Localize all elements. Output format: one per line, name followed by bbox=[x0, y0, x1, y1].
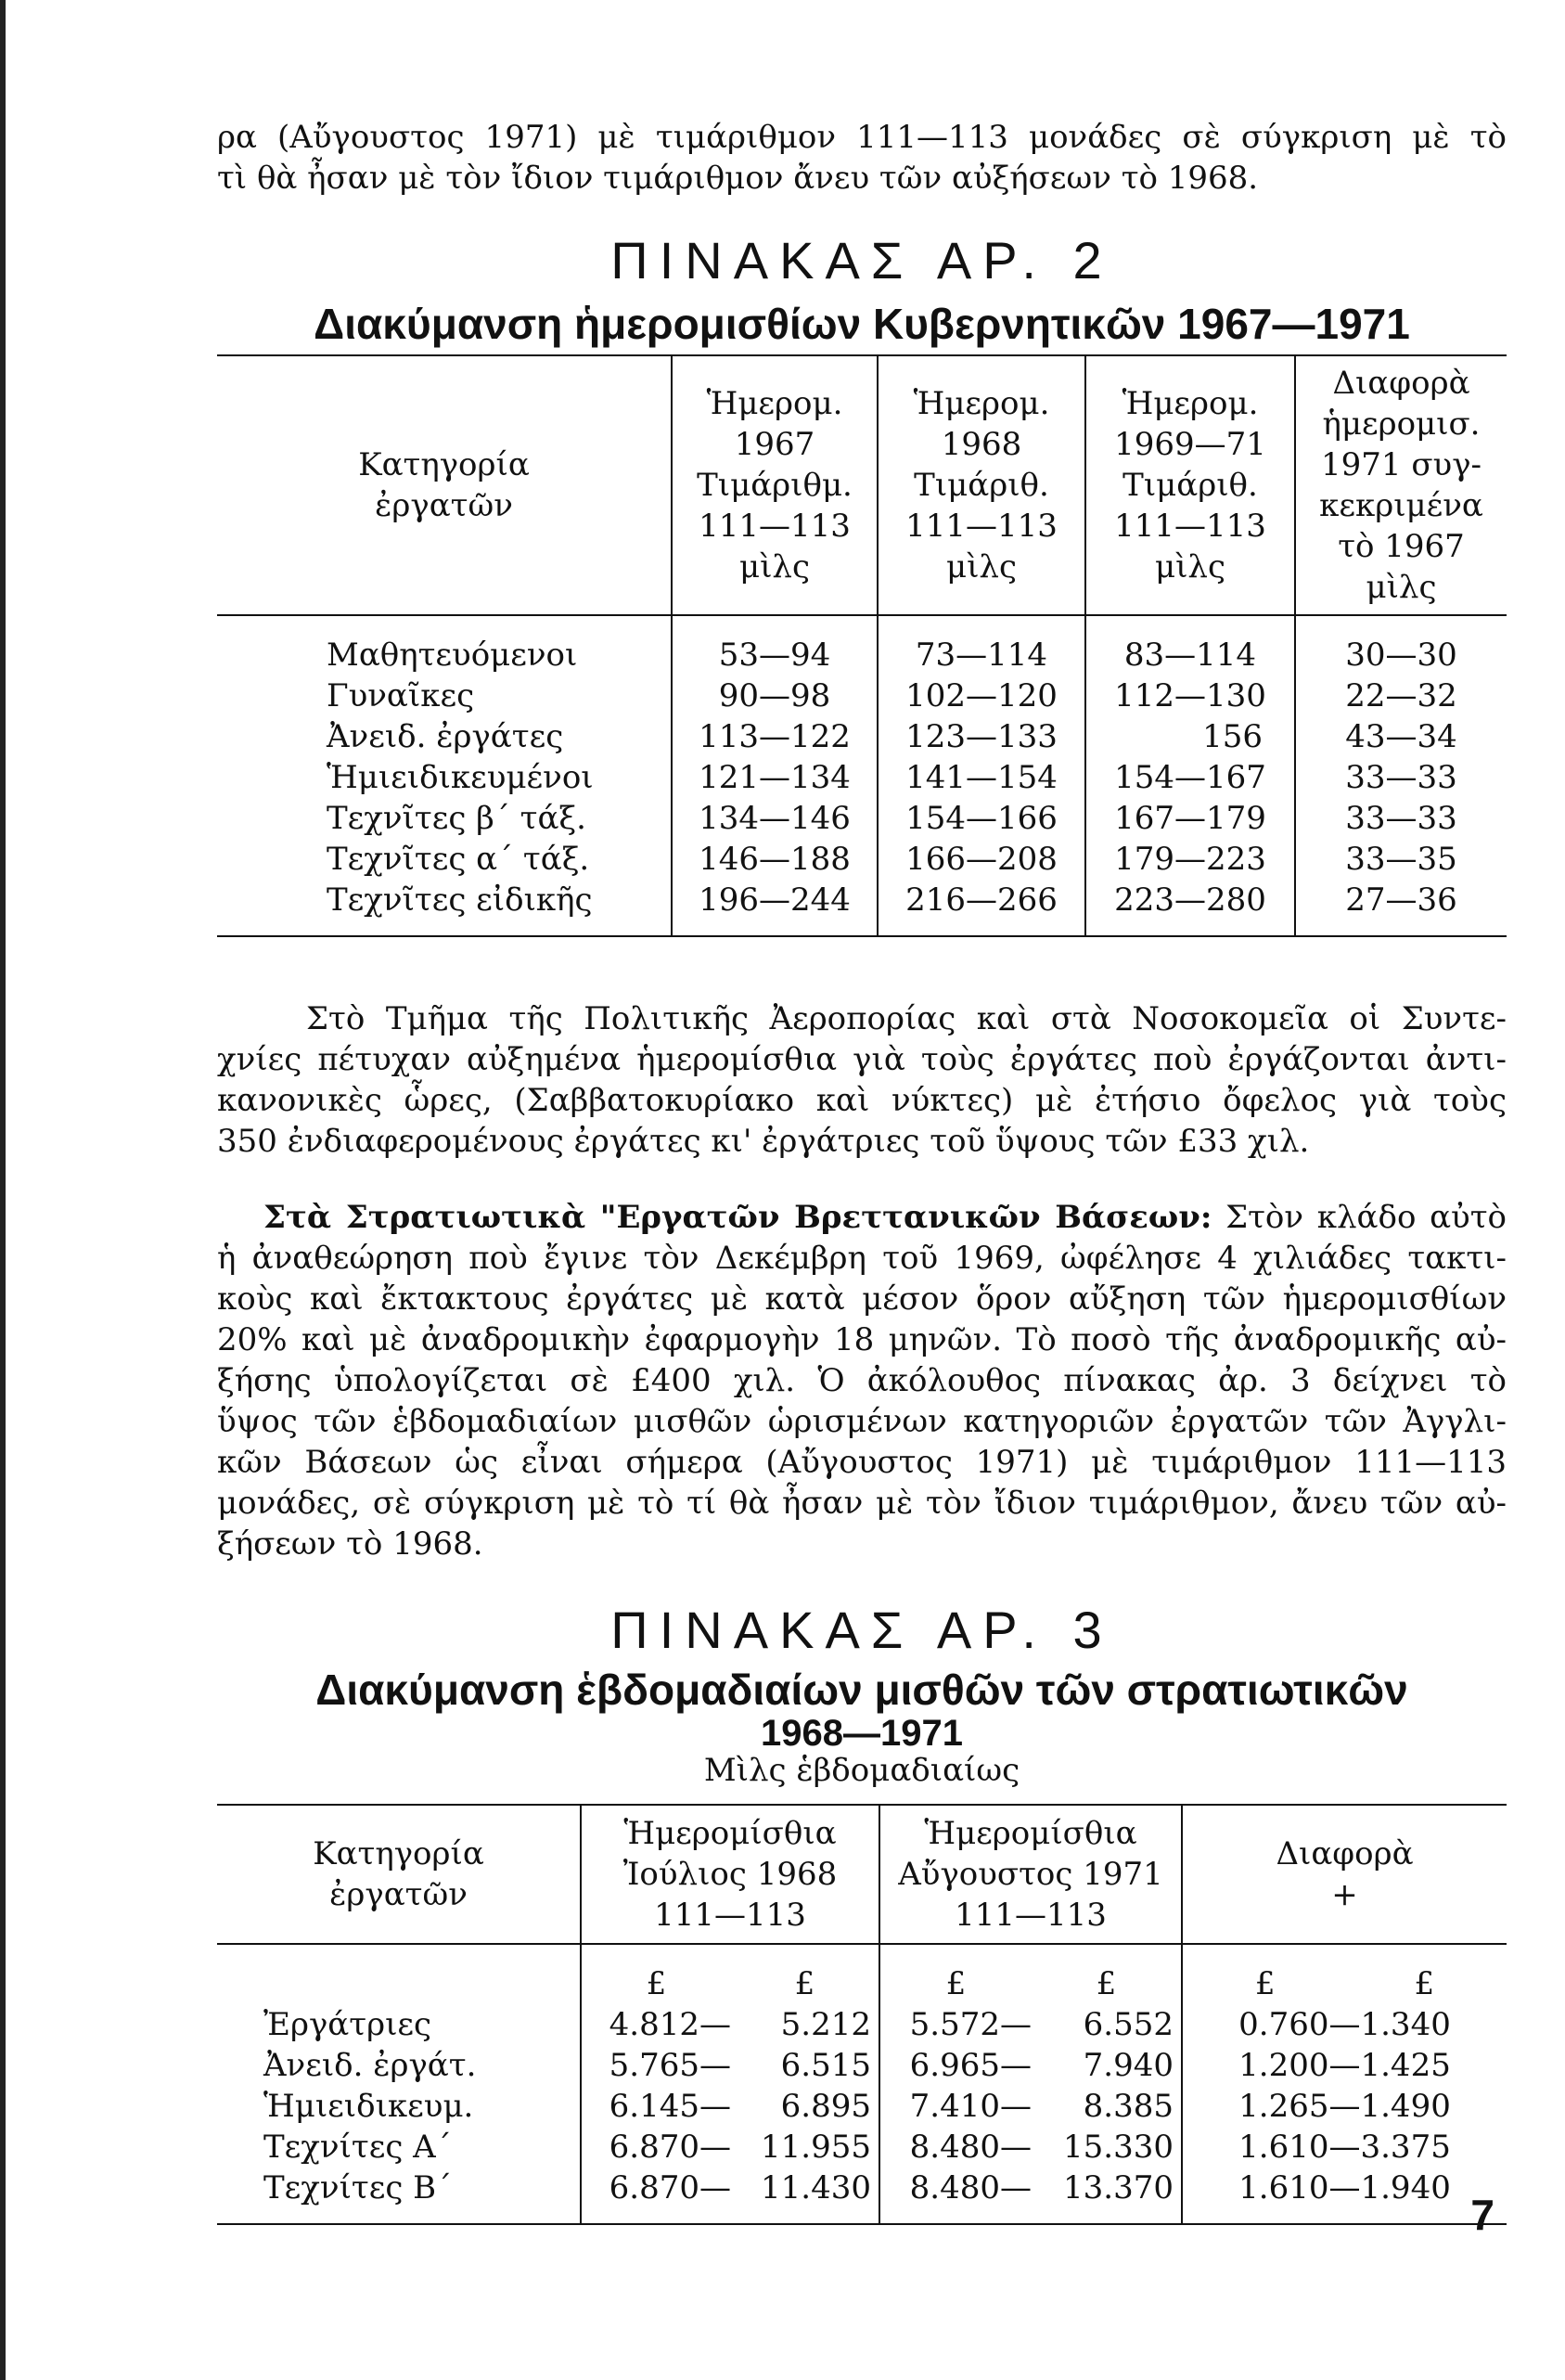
table-row bbox=[217, 798, 1507, 839]
paragraph-line: κοὺς καὶ ἔκτακτους ἐργάτες μὲ κατὰ μέσον ὅρον αὔξηση τῶν ἡμερομισθίων bbox=[217, 1280, 1507, 1318]
table3-label: ΠΙΝΑΚΑΣ ΑΡ. 3 bbox=[610, 1601, 1113, 1659]
table2 bbox=[217, 354, 1507, 937]
value-cell: 11.955 bbox=[731, 2127, 879, 2168]
table3-header-difference: Διαφορὰ + bbox=[1182, 1805, 1507, 1944]
value-cell: 134—146 bbox=[672, 798, 878, 839]
bold-lead: Στὰ Στρατιωτικὰ "Εργατῶν Βρεττανικῶν Βάσεων: bbox=[263, 1199, 1212, 1236]
table-row bbox=[217, 2045, 1507, 2086]
category-cell: Τεχνίτες Β΄ bbox=[217, 2168, 581, 2224]
value-cell: 6.552 bbox=[1032, 2004, 1182, 2045]
category-cell: Ἡμιειδικευμένοι bbox=[217, 757, 672, 798]
value-cell: 33—33 bbox=[1295, 798, 1507, 839]
value-cell: 4.812— bbox=[581, 2004, 731, 2045]
paragraph-line: ὕψος τῶν ἑβδομαδιαίων μισθῶν ὡρισμένων κατηγοριῶν ἐργατῶν τῶν Ἀγγλι- bbox=[217, 1403, 1507, 1440]
category-cell: Γυναῖκες bbox=[217, 675, 672, 716]
table2-header-1967: Ἡμερομ. 1967 Τιμάριθμ. 111—113 μὶλς bbox=[672, 355, 878, 615]
value-cell: 1.610—3.375 bbox=[1182, 2127, 1507, 2168]
intro-paragraph bbox=[217, 117, 1507, 199]
currency-row bbox=[217, 1944, 1507, 2004]
value-cell: 90—98 bbox=[672, 675, 878, 716]
value-cell: 196—244 bbox=[672, 880, 878, 936]
currency-cell: £ bbox=[879, 1944, 1032, 2004]
table2-header-category: Κατηγορία ἐργατῶν bbox=[217, 355, 672, 615]
value-cell: 1.200—1.425 bbox=[1182, 2045, 1507, 2086]
paragraph-line: χνίες πέτυχαν αὐξημένα ἡμερομίσθια γιὰ τοὺς ἐργάτες ποὺ ἐργάζονται ἀντι- bbox=[217, 1041, 1507, 1078]
value-cell: 167—179 bbox=[1085, 798, 1295, 839]
value-cell: 6.895 bbox=[731, 2086, 879, 2127]
paragraph-line: κανονικὲς ὧρες, (Σαββατοκυρίακο καὶ νύκτες) μὲ ἐτήσιο ὄφελος γιὰ τοὺς bbox=[217, 1082, 1507, 1119]
intro-line: ρα (Αὔγουστος 1971) μὲ τιμάριθμον 111—113 μονάδες σὲ σύγκριση μὲ τὸ bbox=[217, 119, 1507, 156]
value-cell: 15.330 bbox=[1032, 2127, 1182, 2168]
value-cell: 33—35 bbox=[1295, 839, 1507, 880]
value-cell: 30—30 bbox=[1295, 615, 1507, 675]
page-number: 7 bbox=[1470, 2191, 1494, 2239]
table3 bbox=[217, 1804, 1507, 2225]
value-cell: 166—208 bbox=[878, 839, 1085, 880]
value-cell: 7.940 bbox=[1032, 2045, 1182, 2086]
value-cell: 13.370 bbox=[1032, 2168, 1182, 2224]
value-cell: 154—167 bbox=[1085, 757, 1295, 798]
value-cell: 223—280 bbox=[1085, 880, 1295, 936]
currency-cell: £ bbox=[1032, 1944, 1182, 2004]
currency-cell: £ bbox=[581, 1944, 731, 2004]
table3-subtitle: Μὶλς ἑβδομαδιαίως bbox=[703, 1752, 1020, 1789]
value-cell: 123—133 bbox=[878, 716, 1085, 757]
value-cell: 43—34 bbox=[1295, 716, 1507, 757]
paragraph-line bbox=[217, 1197, 1507, 1238]
paragraph-line: ἡ ἀναθεώρηση ποὺ ἔγινε τὸν Δεκέμβρη τοῦ 1969, ὠφέλησε 4 χιλιάδες τακτι- bbox=[217, 1240, 1507, 1277]
value-cell: 53—94 bbox=[672, 615, 878, 675]
table-row bbox=[217, 2127, 1507, 2168]
value-cell: 0.760—1.340 bbox=[1182, 2004, 1507, 2045]
category-cell: Ἀνειδ. ἐργάτες bbox=[217, 716, 672, 757]
category-cell: Ἀνειδ. ἐργάτ. bbox=[217, 2045, 581, 2086]
table-row bbox=[217, 675, 1507, 716]
value-cell: 154—166 bbox=[878, 798, 1085, 839]
paragraph-line: Στὸ Τμῆμα τῆς Πολιτικῆς Ἀεροπορίας καὶ στὰ Νοσοκομεῖα οἱ Συντε- bbox=[306, 1000, 1507, 1037]
table-row bbox=[217, 880, 1507, 936]
value-cell: 6.965— bbox=[879, 2045, 1032, 2086]
value-cell: 121—134 bbox=[672, 757, 878, 798]
value-cell: 22—32 bbox=[1295, 675, 1507, 716]
table-row bbox=[217, 2004, 1507, 2045]
lead-rest: Στὸν κλάδο αὐτὸ bbox=[1212, 1199, 1507, 1236]
value-cell: 141—154 bbox=[878, 757, 1085, 798]
paragraph-civil-aviation bbox=[217, 998, 1507, 1162]
intro-line: τὶ θὰ ἦσαν μὲ τὸν ἴδιον τιμάριθμον ἄνευ τῶν αὐξήσεων τὸ 1968. bbox=[217, 160, 1259, 197]
table-row bbox=[217, 2168, 1507, 2224]
value-cell: 112—130 bbox=[1085, 675, 1295, 716]
value-cell: 113—122 bbox=[672, 716, 878, 757]
value-cell: 5.572— bbox=[879, 2004, 1032, 2045]
category-cell: Τεχνῖτες α΄ τάξ. bbox=[217, 839, 672, 880]
value-cell: 6.870— bbox=[581, 2168, 731, 2224]
table-row bbox=[217, 839, 1507, 880]
value-cell: 1.265—1.490 bbox=[1182, 2086, 1507, 2127]
value-cell: 1.610—1.940 bbox=[1182, 2168, 1507, 2224]
category-cell: Τεχνῖτες β΄ τάξ. bbox=[217, 798, 672, 839]
paragraph-line: κῶν Βάσεων ὡς εἶναι σήμερα (Αὔγουστος 1971) μὲ τιμάριθμον 111—113 bbox=[217, 1444, 1507, 1481]
category-cell: Τεχνίτες Α΄ bbox=[217, 2127, 581, 2168]
table3-header-category: Κατηγορία ἐργατῶν bbox=[217, 1805, 581, 1944]
category-cell: Τεχνῖτες εἰδικῆς bbox=[217, 880, 672, 936]
value-cell: 7.410— bbox=[879, 2086, 1032, 2127]
paragraph-line: ξήσεων τὸ 1968. bbox=[217, 1525, 483, 1563]
table3-years: 1968—1971 bbox=[761, 1713, 963, 1754]
currency-cell: £ £ bbox=[1182, 1944, 1507, 2004]
paragraph-british-bases bbox=[217, 1197, 1507, 1564]
table-row bbox=[217, 615, 1507, 675]
currency-cell: £ bbox=[731, 1944, 879, 2004]
table2-title: Διακύμανση ἡμερομισθίων Κυβερνητικῶν 1967—1971 bbox=[314, 300, 1410, 348]
table3-title: Διακύμανση ἑβδομαδιαίων μισθῶν τῶν στρατιωτικῶν bbox=[315, 1666, 1408, 1714]
value-cell: 8.480— bbox=[879, 2168, 1032, 2224]
table3-header-row bbox=[217, 1805, 1507, 1944]
table3-header-1971: Ἡμερομίσθια Αὔγουστος 1971 111—113 bbox=[879, 1805, 1182, 1944]
value-cell: 27—36 bbox=[1295, 880, 1507, 936]
category-cell: Ἡμιειδικευμ. bbox=[217, 2086, 581, 2127]
paragraph-line: 350 ἐνδιαφερομένους ἐργάτες κι' ἐργάτριες τοῦ ὕψους τῶν £33 χιλ. bbox=[217, 1123, 1310, 1160]
table-row bbox=[217, 716, 1507, 757]
table3-header-1968: Ἡμερομίσθια Ἰούλιος 1968 111—113 bbox=[581, 1805, 879, 1944]
table2-header-1969-71: Ἡμερομ. 1969—71 Τιμάριθ. 111—113 μὶλς bbox=[1085, 355, 1295, 615]
value-cell: 6.515 bbox=[731, 2045, 879, 2086]
value-cell: 6.870— bbox=[581, 2127, 731, 2168]
table2-header-difference: Διαφορὰ ἡμερομισ. 1971 συγ- κεκριμένα τὸ 1967 μὶλς bbox=[1295, 355, 1507, 615]
table2-header-row bbox=[217, 355, 1507, 615]
table-row bbox=[217, 2086, 1507, 2127]
value-cell: 11.430 bbox=[731, 2168, 879, 2224]
category-cell: Ἐργάτριες bbox=[217, 2004, 581, 2045]
paragraph-line: 20% καὶ μὲ ἀναδρομικὴν ἐφαρμογὴν 18 μηνῶν. Τὸ ποσὸ τῆς ἀναδρομικῆς αὐ- bbox=[217, 1321, 1507, 1358]
paragraph-line: μονάδες, σὲ σύγκριση μὲ τὸ τί θὰ ἦσαν μὲ τὸν ἴδιον τιμάριθμον, ἄνευ τῶν αὐ- bbox=[217, 1485, 1507, 1522]
table2-header-1968: Ἡμερομ. 1968 Τιμάριθ. 111—113 μὶλς bbox=[878, 355, 1085, 615]
value-cell: 6.145— bbox=[581, 2086, 731, 2127]
value-cell: 8.385 bbox=[1032, 2086, 1182, 2127]
table-row bbox=[217, 757, 1507, 798]
value-cell: 8.480— bbox=[879, 2127, 1032, 2168]
value-cell: 73—114 bbox=[878, 615, 1085, 675]
value-cell: 33—33 bbox=[1295, 757, 1507, 798]
value-cell: 156 bbox=[1085, 716, 1295, 757]
category-cell: Μαθητευόμενοι bbox=[217, 615, 672, 675]
value-cell: 216—266 bbox=[878, 880, 1085, 936]
paragraph-line: ξήσης ὑπολογίζεται σὲ £400 χιλ. Ὁ ἀκόλουθος πίνακας ἀρ. 3 δείχνει τὸ bbox=[217, 1362, 1507, 1399]
scan-edge bbox=[0, 0, 6, 2380]
value-cell: 5.212 bbox=[731, 2004, 879, 2045]
value-cell: 102—120 bbox=[878, 675, 1085, 716]
value-cell: 179—223 bbox=[1085, 839, 1295, 880]
table2-label: ΠΙΝΑΚΑΣ ΑΡ. 2 bbox=[610, 231, 1113, 289]
value-cell: 83—114 bbox=[1085, 615, 1295, 675]
value-cell: 5.765— bbox=[581, 2045, 731, 2086]
value-cell: 146—188 bbox=[672, 839, 878, 880]
